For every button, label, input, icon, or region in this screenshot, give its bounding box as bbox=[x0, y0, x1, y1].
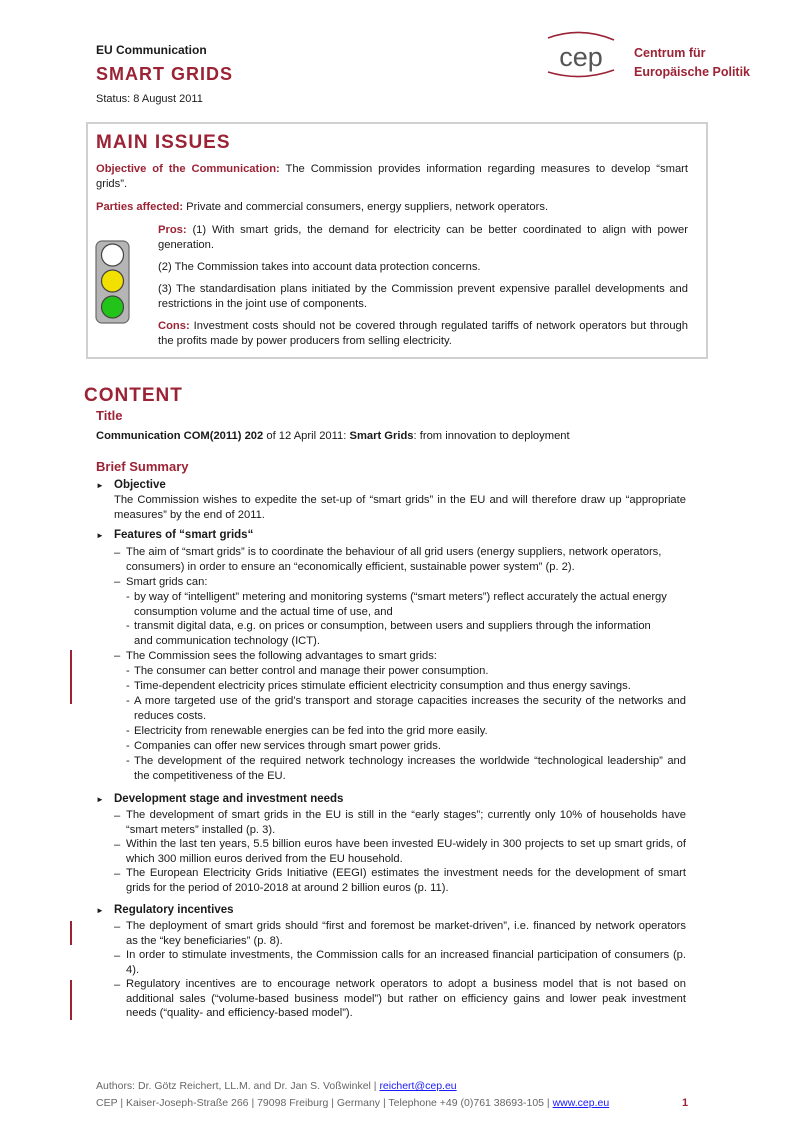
org-name-line1: Centrum für bbox=[634, 46, 706, 60]
objective-label: Objective of the Communication: bbox=[96, 163, 280, 175]
cons-paragraph bbox=[158, 319, 688, 348]
features-item-2: Smart grids can: bbox=[126, 576, 208, 588]
advantage-6: The development of the required network technology increases the worldwide “technological leadership” and the competitiveness of the EU. bbox=[134, 755, 686, 782]
page-number: 1 bbox=[682, 1097, 689, 1109]
triangle-bullet-icon: ► bbox=[96, 481, 104, 490]
sub-bullet: - bbox=[126, 740, 130, 752]
dash-bullet: – bbox=[114, 979, 121, 991]
dash-bullet: – bbox=[114, 868, 121, 880]
cons-label: Cons: bbox=[158, 320, 190, 332]
development-item-3: The European Electricity Grids Initiative (EEGI) estimates the investment needs for the development of smart grids for the period of 2010-2018 at around 2 billion euros (p. 11). bbox=[126, 867, 686, 894]
document-status: Status: 8 August 2011 bbox=[96, 93, 203, 105]
advantage-3: A more targeted use of the grid’s transport and storage capacities increases the security of the networks and reduces costs. bbox=[134, 695, 686, 722]
traffic-light-bottom-lamp bbox=[102, 296, 124, 318]
triangle-bullet-icon: ► bbox=[96, 795, 104, 804]
authors-text: Authors: Dr. Götz Reichert, LL.M. and Dr. Jan S. Voßwinkel | bbox=[96, 1080, 380, 1092]
communication-name: Smart Grids bbox=[349, 430, 414, 442]
author-email-link[interactable]: reichert@cep.eu bbox=[379, 1080, 457, 1092]
parties-label: Parties affected: bbox=[96, 201, 184, 213]
dash-bullet: – bbox=[114, 839, 121, 851]
communication-subtitle: : from innovation to deployment bbox=[413, 430, 570, 442]
title-subheading: Title bbox=[96, 408, 123, 423]
communication-number: Communication COM(2011) 202 bbox=[96, 430, 264, 442]
sub-bullet: - bbox=[126, 725, 130, 737]
traffic-light-icon bbox=[95, 240, 130, 324]
section-objective-heading: ► Objective bbox=[96, 479, 166, 491]
advantage-1: The consumer can better control and manage their power consumption. bbox=[134, 665, 489, 677]
document-title: SMART GRIDS bbox=[96, 64, 233, 84]
development-item-2: Within the last ten years, 5.5 billion euros have been invested EU-widely in 300 projects to set up smart grids, of which 300 million euros derived from the EU household. bbox=[126, 838, 686, 865]
pros-point-3: (3) The standardisation plans initiated by the Commission prevent expensive parallel developments and restrictions in the joint use of components. bbox=[158, 283, 688, 310]
sub-bullet: - bbox=[126, 755, 130, 767]
main-issues-heading: MAIN ISSUES bbox=[96, 132, 231, 153]
triangle-bullet-icon: ► bbox=[96, 531, 104, 540]
section-features-heading: ► Features of “smart grids“ bbox=[96, 529, 254, 541]
cons-text: Investment costs should not be covered through regulated tariffs of network operators but through the profits made by power producers from selling electricity. bbox=[158, 320, 688, 347]
features-item-2-sub-2: transmit digital data, e.g. on prices or consumption, between users and suppliers through the information and communication technology (ICT). bbox=[134, 620, 651, 647]
change-marker-bar bbox=[70, 921, 72, 945]
pros-point-2: (2) The Commission takes into account data protection concerns. bbox=[158, 261, 481, 273]
traffic-light-top-lamp bbox=[102, 244, 124, 266]
pros-point-1 bbox=[158, 223, 688, 252]
organization-name bbox=[634, 44, 750, 82]
footer-authors bbox=[96, 1080, 457, 1092]
features-item-1: The aim of “smart grids” is to coordinate the behaviour of all grid users (energy suppliers, network operators, consumers) in order to ensure an “economically efficient, sustainable power system” (p. 2). bbox=[126, 546, 662, 573]
content-heading: CONTENT bbox=[84, 385, 183, 406]
dash-bullet: – bbox=[114, 650, 121, 662]
sub-bullet: - bbox=[126, 680, 130, 692]
pros-1-text: (1) With smart grids, the demand for electricity can be better coordinated to align with power generation. bbox=[158, 224, 688, 251]
dash-bullet: – bbox=[114, 576, 121, 588]
parties-text: Private and commercial consumers, energy suppliers, network operators. bbox=[183, 201, 549, 213]
features-item-2-sub-1: by way of “intelligent” metering and monitoring systems (“smart meters”) reflect accurately the actual energy consumption volume and the actual time of use, and bbox=[134, 591, 667, 618]
objective-paragraph bbox=[96, 162, 688, 191]
development-item-1: The development of smart grids in the EU is still in the “early stages”; currently only 10% of households have “smart meters” installed (p. 3). bbox=[126, 809, 686, 836]
parties-paragraph bbox=[96, 200, 688, 215]
dash-bullet: – bbox=[114, 921, 121, 933]
website-link[interactable]: www.cep.eu bbox=[552, 1097, 610, 1109]
pros-label: Pros: bbox=[158, 224, 187, 236]
sub-bullet: - bbox=[126, 665, 130, 677]
cep-logo bbox=[540, 30, 622, 80]
change-marker-bar bbox=[70, 980, 72, 1020]
advantage-2: Time-dependent electricity prices stimulate efficient electricity consumption and thus energy savings. bbox=[134, 680, 631, 692]
advantage-5: Companies can offer new services through smart power grids. bbox=[134, 740, 441, 752]
dash-bullet: – bbox=[114, 810, 121, 822]
regulatory-item-2: In order to stimulate investments, the Commission calls for an increased financial participation of consumers (p. 4). bbox=[126, 949, 686, 976]
regulatory-item-3: Regulatory incentives are to encourage network operators to adopt a business model that is not based on additional sales (“volume-based business model”) but rather on efficiency gains and lower peak investment needs (“quality- and efficiency-based model”). bbox=[126, 978, 686, 1019]
dash-bullet: – bbox=[114, 950, 121, 962]
triangle-bullet-icon: ► bbox=[96, 906, 104, 915]
advantage-4: Electricity from renewable energies can be fed into the grid more easily. bbox=[134, 725, 488, 737]
section-objective-text: The Commission wishes to expedite the set-up of “smart grids” in the EU and will therefore draw up “appropriate measures” by the end of 2011. bbox=[114, 494, 686, 521]
sub-bullet: - bbox=[126, 620, 130, 632]
section-development-heading: ► Development stage and investment needs bbox=[96, 793, 344, 805]
traffic-light-middle-lamp bbox=[102, 270, 124, 292]
dash-bullet: – bbox=[114, 547, 121, 559]
objective-text: The Commission provides information regarding measures to develop “smart grids”. bbox=[96, 163, 688, 190]
sub-bullet: - bbox=[126, 591, 130, 603]
communication-title bbox=[96, 430, 570, 442]
org-name-line2: Europäische Politik bbox=[634, 65, 751, 79]
footer-address bbox=[96, 1097, 609, 1109]
features-item-3: The Commission sees the following advantages to smart grids: bbox=[126, 650, 437, 662]
section-regulatory-heading: ► Regulatory incentives bbox=[96, 904, 234, 916]
sub-bullet: - bbox=[126, 695, 130, 707]
address-text: CEP | Kaiser-Joseph-Straße 266 | 79098 Freiburg | Germany | Telephone +49 (0)761 38693-105 | bbox=[96, 1097, 553, 1109]
change-marker-bar bbox=[70, 650, 72, 704]
communication-date: of 12 April 2011: bbox=[263, 430, 350, 442]
brief-summary-subheading: Brief Summary bbox=[96, 459, 189, 474]
document-type: EU Communication bbox=[96, 43, 207, 57]
regulatory-item-1: The deployment of smart grids should “first and foremost be market-driven”, i.e. financed by network operators as the “key beneficiaries” (p. 8). bbox=[126, 920, 686, 947]
logo-text: cep bbox=[559, 42, 603, 72]
